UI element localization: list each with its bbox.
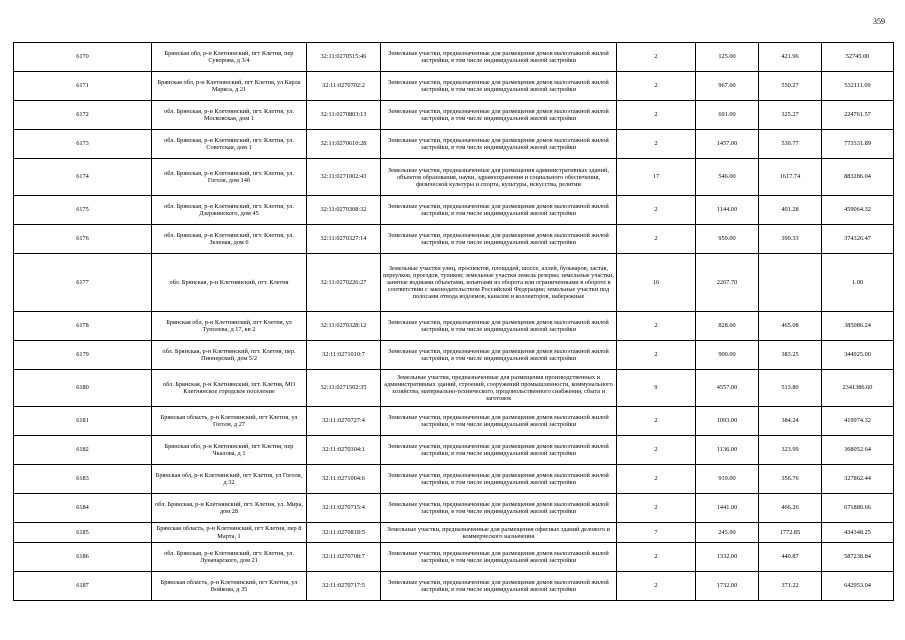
specific-value-cell: 513.80: [759, 370, 822, 407]
cadastral-value-cell: 368052.64: [822, 436, 894, 465]
land-use-description-cell: Земельные участки, предназначенные для размещения домов малоэтажной жилой застройки, в том числе индивидуальной жилой застройки: [381, 341, 617, 370]
specific-value-cell: 356.76: [759, 465, 822, 494]
row-number-cell: 6179: [14, 341, 152, 370]
area-cell: 125.00: [696, 43, 759, 72]
table-row: [14, 543, 894, 572]
use-group-cell: 17: [617, 159, 696, 196]
cadastral-number-cell: 32:11:0270304:1: [307, 436, 381, 465]
row-number-cell: 6174: [14, 159, 152, 196]
cadastral-value-cell: 385086.24: [822, 312, 894, 341]
cadastral-number-cell: 32:11:0270727:4: [307, 407, 381, 436]
table-row: [14, 254, 894, 312]
cadastral-value-cell: 2341386.60: [822, 370, 894, 407]
address-cell: Брянская область, р-н Клетнянский, пгт Клетня, ул Войкова, д 35: [152, 572, 307, 601]
area-cell: 2267.70: [696, 254, 759, 312]
address-cell: Брянская обл, р-н Клетнянский, пгт Клетня, ул Карла Маркса, д 21: [152, 72, 307, 101]
row-number-cell: 6172: [14, 101, 152, 130]
land-use-description-cell: Земельные участки, предназначенные для размещения домов малоэтажной жилой застройки, в том числе индивидуальной жилой застройки: [381, 465, 617, 494]
land-use-description-cell: Земельные участки, предназначенные для размещения домов малоэтажной жилой застройки, в том числе индивидуальной жилой застройки: [381, 572, 617, 601]
row-number-cell: 6183: [14, 465, 152, 494]
row-number-cell: 6184: [14, 494, 152, 523]
specific-value-cell: 466.26: [759, 494, 822, 523]
row-number-cell: 6186: [14, 543, 152, 572]
cadastral-value-table: [13, 42, 894, 601]
specific-value-cell: 550.27: [759, 72, 822, 101]
specific-value-cell: 421.96: [759, 43, 822, 72]
table-row: [14, 101, 894, 130]
cadastral-value-cell: 419974.32: [822, 407, 894, 436]
use-group-cell: 2: [617, 101, 696, 130]
page-number: 359: [873, 17, 885, 26]
specific-value-cell: 371.22: [759, 572, 822, 601]
cadastral-value-cell: 532111.09: [822, 72, 894, 101]
land-use-description-cell: Земельные участки, предназначенные для размещения домов малоэтажной жилой застройки, в том числе индивидуальной жилой застройки: [381, 72, 617, 101]
use-group-cell: 2: [617, 494, 696, 523]
use-group-cell: 9: [617, 370, 696, 407]
cadastral-number-cell: 32:11:0270515:46: [307, 43, 381, 72]
row-number-cell: 6170: [14, 43, 152, 72]
specific-value-cell: 384.24: [759, 407, 822, 436]
table-row: [14, 225, 894, 254]
table-row: [14, 436, 894, 465]
cadastral-value-cell: 327862.44: [822, 465, 894, 494]
specific-value-cell: 530.77: [759, 130, 822, 159]
cadastral-number-cell: 32:11:0270610:28: [307, 130, 381, 159]
table-row: [14, 72, 894, 101]
area-cell: 900.00: [696, 341, 759, 370]
row-number-cell: 6185: [14, 523, 152, 543]
address-cell: обл. Брянская, р-н Клетнянский, пгт. Клетня, ул. Дзержинского, дом 45: [152, 196, 307, 225]
address-cell: обл. Брянская, р-н Клетнянский, пгт. Клетня: [152, 254, 307, 312]
land-use-description-cell: Земельные участки, предназначенные для размещения домов малоэтажной жилой застройки, в том числе индивидуальной жилой застройки: [381, 312, 617, 341]
cadastral-value-cell: 883286.04: [822, 159, 894, 196]
use-group-cell: 2: [617, 130, 696, 159]
address-cell: обл. Брянская, р-н Клетнянский, пгт. Клетня, МО Клетнянское городское поселение: [152, 370, 307, 407]
cadastral-number-cell: 32:11:0271502:35: [307, 370, 381, 407]
land-use-description-cell: Земельные участки, предназначенные для размещения производственных и административных зданий, строений, сооружений промышленности, коммунального хозяйства, материально-технического, продовольственного снабжения, сбыта и заготовок: [381, 370, 617, 407]
address-cell: Брянская обл, р-н Клетнянский, пгт Клетня, пер Суворова, д 3/4: [152, 43, 307, 72]
cadastral-value-cell: 642953.04: [822, 572, 894, 601]
table-row: [14, 523, 894, 543]
cadastral-value-cell: 773331.89: [822, 130, 894, 159]
row-number-cell: 6178: [14, 312, 152, 341]
land-use-description-cell: Земельные участки, предназначенные для размещения домов малоэтажной жилой застройки, в том числе индивидуальной жилой застройки: [381, 543, 617, 572]
table-row: [14, 465, 894, 494]
land-use-description-cell: Земельные участки, предназначенные для размещения домов малоэтажной жилой застройки, в том числе индивидуальной жилой застройки: [381, 43, 617, 72]
row-number-cell: 6173: [14, 130, 152, 159]
use-group-cell: 2: [617, 572, 696, 601]
address-cell: обл. Брянская, р-н Клетнянский, пгт. Клетня, ул. Гоголя, дом 14б: [152, 159, 307, 196]
specific-value-cell: 401.28: [759, 196, 822, 225]
cadastral-number-cell: 32:11:0270308:32: [307, 196, 381, 225]
cadastral-number-cell: 32:11:0270715:4: [307, 494, 381, 523]
area-cell: 967.00: [696, 72, 759, 101]
use-group-cell: 7: [617, 523, 696, 543]
address-cell: Брянская обл, р-н Клетнянский, пгт Клетня, пер Чкалова, д 1: [152, 436, 307, 465]
cadastral-value-cell: 374326.47: [822, 225, 894, 254]
cadastral-value-cell: 459064.32: [822, 196, 894, 225]
specific-value-cell: 1617.74: [759, 159, 822, 196]
address-cell: обл. Брянская, р-н Клетнянский, пгт. Клетня, пер. Пионерский, дом 5/2: [152, 341, 307, 370]
use-group-cell: 2: [617, 312, 696, 341]
land-use-description-cell: Земельные участки, предназначенные для размещения административных зданий, объектов образования, науки, здравоохранения и социального обеспечения, физической культуры и спорта, культуры, искусства, религии: [381, 159, 617, 196]
cadastral-number-cell: 32:11:0270708:7: [307, 543, 381, 572]
area-cell: 245.00: [696, 523, 759, 543]
cadastral-value-cell: 52745.00: [822, 43, 894, 72]
specific-value-cell: 323.99: [759, 436, 822, 465]
use-group-cell: 2: [617, 407, 696, 436]
table-row: [14, 196, 894, 225]
area-cell: 1332.00: [696, 543, 759, 572]
land-use-description-cell: Земельные участки, предназначенные для размещения домов малоэтажной жилой застройки, в том числе индивидуальной жилой застройки: [381, 101, 617, 130]
area-cell: 546.00: [696, 159, 759, 196]
area-cell: 959.00: [696, 225, 759, 254]
area-cell: 1093.00: [696, 407, 759, 436]
use-group-cell: 2: [617, 436, 696, 465]
land-use-description-cell: Земельные участки, предназначенные для размещения домов малоэтажной жилой застройки, в том числе индивидуальной жилой застройки: [381, 407, 617, 436]
row-number-cell: 6187: [14, 572, 152, 601]
address-cell: Брянская обл, р-н Клетнянский, пгт Клетня, ул Туполева, д 17, кв 2: [152, 312, 307, 341]
table-row: [14, 370, 894, 407]
area-cell: 919.00: [696, 465, 759, 494]
use-group-cell: 2: [617, 72, 696, 101]
cadastral-value-cell: 1.00: [822, 254, 894, 312]
table-row: [14, 312, 894, 341]
use-group-cell: 2: [617, 43, 696, 72]
table-row: [14, 494, 894, 523]
area-cell: 828.00: [696, 312, 759, 341]
cadastral-number-cell: 32:11:0270818:5: [307, 523, 381, 543]
row-number-cell: 6181: [14, 407, 152, 436]
address-cell: Брянская обл, р-н Клетнянский, пгт Клетня, ул Гоголя, д 32: [152, 465, 307, 494]
cadastral-number-cell: 32:11:0270803:13: [307, 101, 381, 130]
address-cell: обл. Брянская, р-н Клетнянский, пгт. Клетня, ул. Зеленая, дом 6: [152, 225, 307, 254]
area-cell: 691.00: [696, 101, 759, 130]
use-group-cell: 16: [617, 254, 696, 312]
cadastral-value-cell: 434348.25: [822, 523, 894, 543]
table-row: [14, 130, 894, 159]
cadastral-value-cell: 344925.00: [822, 341, 894, 370]
specific-value-cell: 465.08: [759, 312, 822, 341]
row-number-cell: 6180: [14, 370, 152, 407]
use-group-cell: 2: [617, 196, 696, 225]
use-group-cell: 2: [617, 543, 696, 572]
table-row: [14, 407, 894, 436]
cadastral-number-cell: 32:11:0270702:2: [307, 72, 381, 101]
land-use-description-cell: Земельные участки, предназначенные для размещения домов малоэтажной жилой застройки, в том числе индивидуальной жилой застройки: [381, 436, 617, 465]
table-row: [14, 43, 894, 72]
cadastral-number-cell: 32:11:0270327:14: [307, 225, 381, 254]
land-use-description-cell: Земельные участки, предназначенные для размещения домов малоэтажной жилой застройки, в том числе индивидуальной жилой застройки: [381, 130, 617, 159]
row-number-cell: 6177: [14, 254, 152, 312]
cadastral-number-cell: 32:11:0271002:43: [307, 159, 381, 196]
cadastral-number-cell: 32:11:0270717:5: [307, 572, 381, 601]
area-cell: 1441.00: [696, 494, 759, 523]
use-group-cell: 2: [617, 341, 696, 370]
land-use-description-cell: Земельные участки, предназначенные для размещения офисных зданий делового и коммерческого назначения: [381, 523, 617, 543]
use-group-cell: 2: [617, 225, 696, 254]
cadastral-number-cell: 32:11:0270226:27: [307, 254, 381, 312]
table-body: [14, 43, 894, 601]
row-number-cell: 6175: [14, 196, 152, 225]
cadastral-number-cell: 32:11:0271010:7: [307, 341, 381, 370]
cadastral-value-cell: 224761.57: [822, 101, 894, 130]
table-row: [14, 341, 894, 370]
area-cell: 1136.00: [696, 436, 759, 465]
table-row: [14, 572, 894, 601]
address-cell: Брянская область, р-н Клетнянский, пгт Клетня, пер 8 Марта, 1: [152, 523, 307, 543]
area-cell: 4557.00: [696, 370, 759, 407]
row-number-cell: 6176: [14, 225, 152, 254]
specific-value-cell: 390.33: [759, 225, 822, 254]
area-cell: 1732.00: [696, 572, 759, 601]
specific-value-cell: 1772.85: [759, 523, 822, 543]
row-number-cell: 6182: [14, 436, 152, 465]
land-use-description-cell: Земельные участки, предназначенные для размещения домов малоэтажной жилой застройки, в том числе индивидуальной жилой застройки: [381, 494, 617, 523]
address-cell: обл. Брянская, р-н Клетнянский, пгт. Клетня, ул. Московская, дом 1: [152, 101, 307, 130]
specific-value-cell: [759, 254, 822, 312]
table-row: [14, 159, 894, 196]
use-group-cell: 2: [617, 465, 696, 494]
cadastral-value-cell: 587238.84: [822, 543, 894, 572]
address-cell: обл. Брянская, р-н Клетнянский, пгт. Клетня, ул. Мира, дом 28: [152, 494, 307, 523]
cadastral-value-cell: 671880.66: [822, 494, 894, 523]
specific-value-cell: 440.87: [759, 543, 822, 572]
specific-value-cell: 325.27: [759, 101, 822, 130]
land-use-description-cell: Земельные участки, предназначенные для размещения домов малоэтажной жилой застройки, в том числе индивидуальной жилой застройки: [381, 225, 617, 254]
area-cell: 1144.00: [696, 196, 759, 225]
land-use-description-cell: Земельные участки, предназначенные для размещения домов малоэтажной жилой застройки, в том числе индивидуальной жилой застройки: [381, 196, 617, 225]
address-cell: Брянская область, р-н Клетнянский, пгт Клетня, ул Гоголя, д 27: [152, 407, 307, 436]
cadastral-number-cell: 32:11:0270328:12: [307, 312, 381, 341]
area-cell: 1457.00: [696, 130, 759, 159]
land-use-description-cell: Земельные участки улиц, проспектов, площадей, шоссе, аллей, бульваров, застав, переулков, проездов, тупиков; земельные участки земель резерва; земельные участки, занятые водными объектами, изъятыми из оборота или ограниченными в обороте в соответствии с законодательством Российской Федерации; земельные участки под полосами отвода водоемов, каналов и коллекторов, набережные: [381, 254, 617, 312]
specific-value-cell: 383.25: [759, 341, 822, 370]
address-cell: обл. Брянская, р-н Клетнянский, пгт. Клетня, ул. Луначарского, дом 21: [152, 543, 307, 572]
cadastral-number-cell: 32:11:0271004:6: [307, 465, 381, 494]
row-number-cell: 6171: [14, 72, 152, 101]
address-cell: обл. Брянская, р-н Клетнянский, пгт. Клетня, ул. Советская, дом 1: [152, 130, 307, 159]
